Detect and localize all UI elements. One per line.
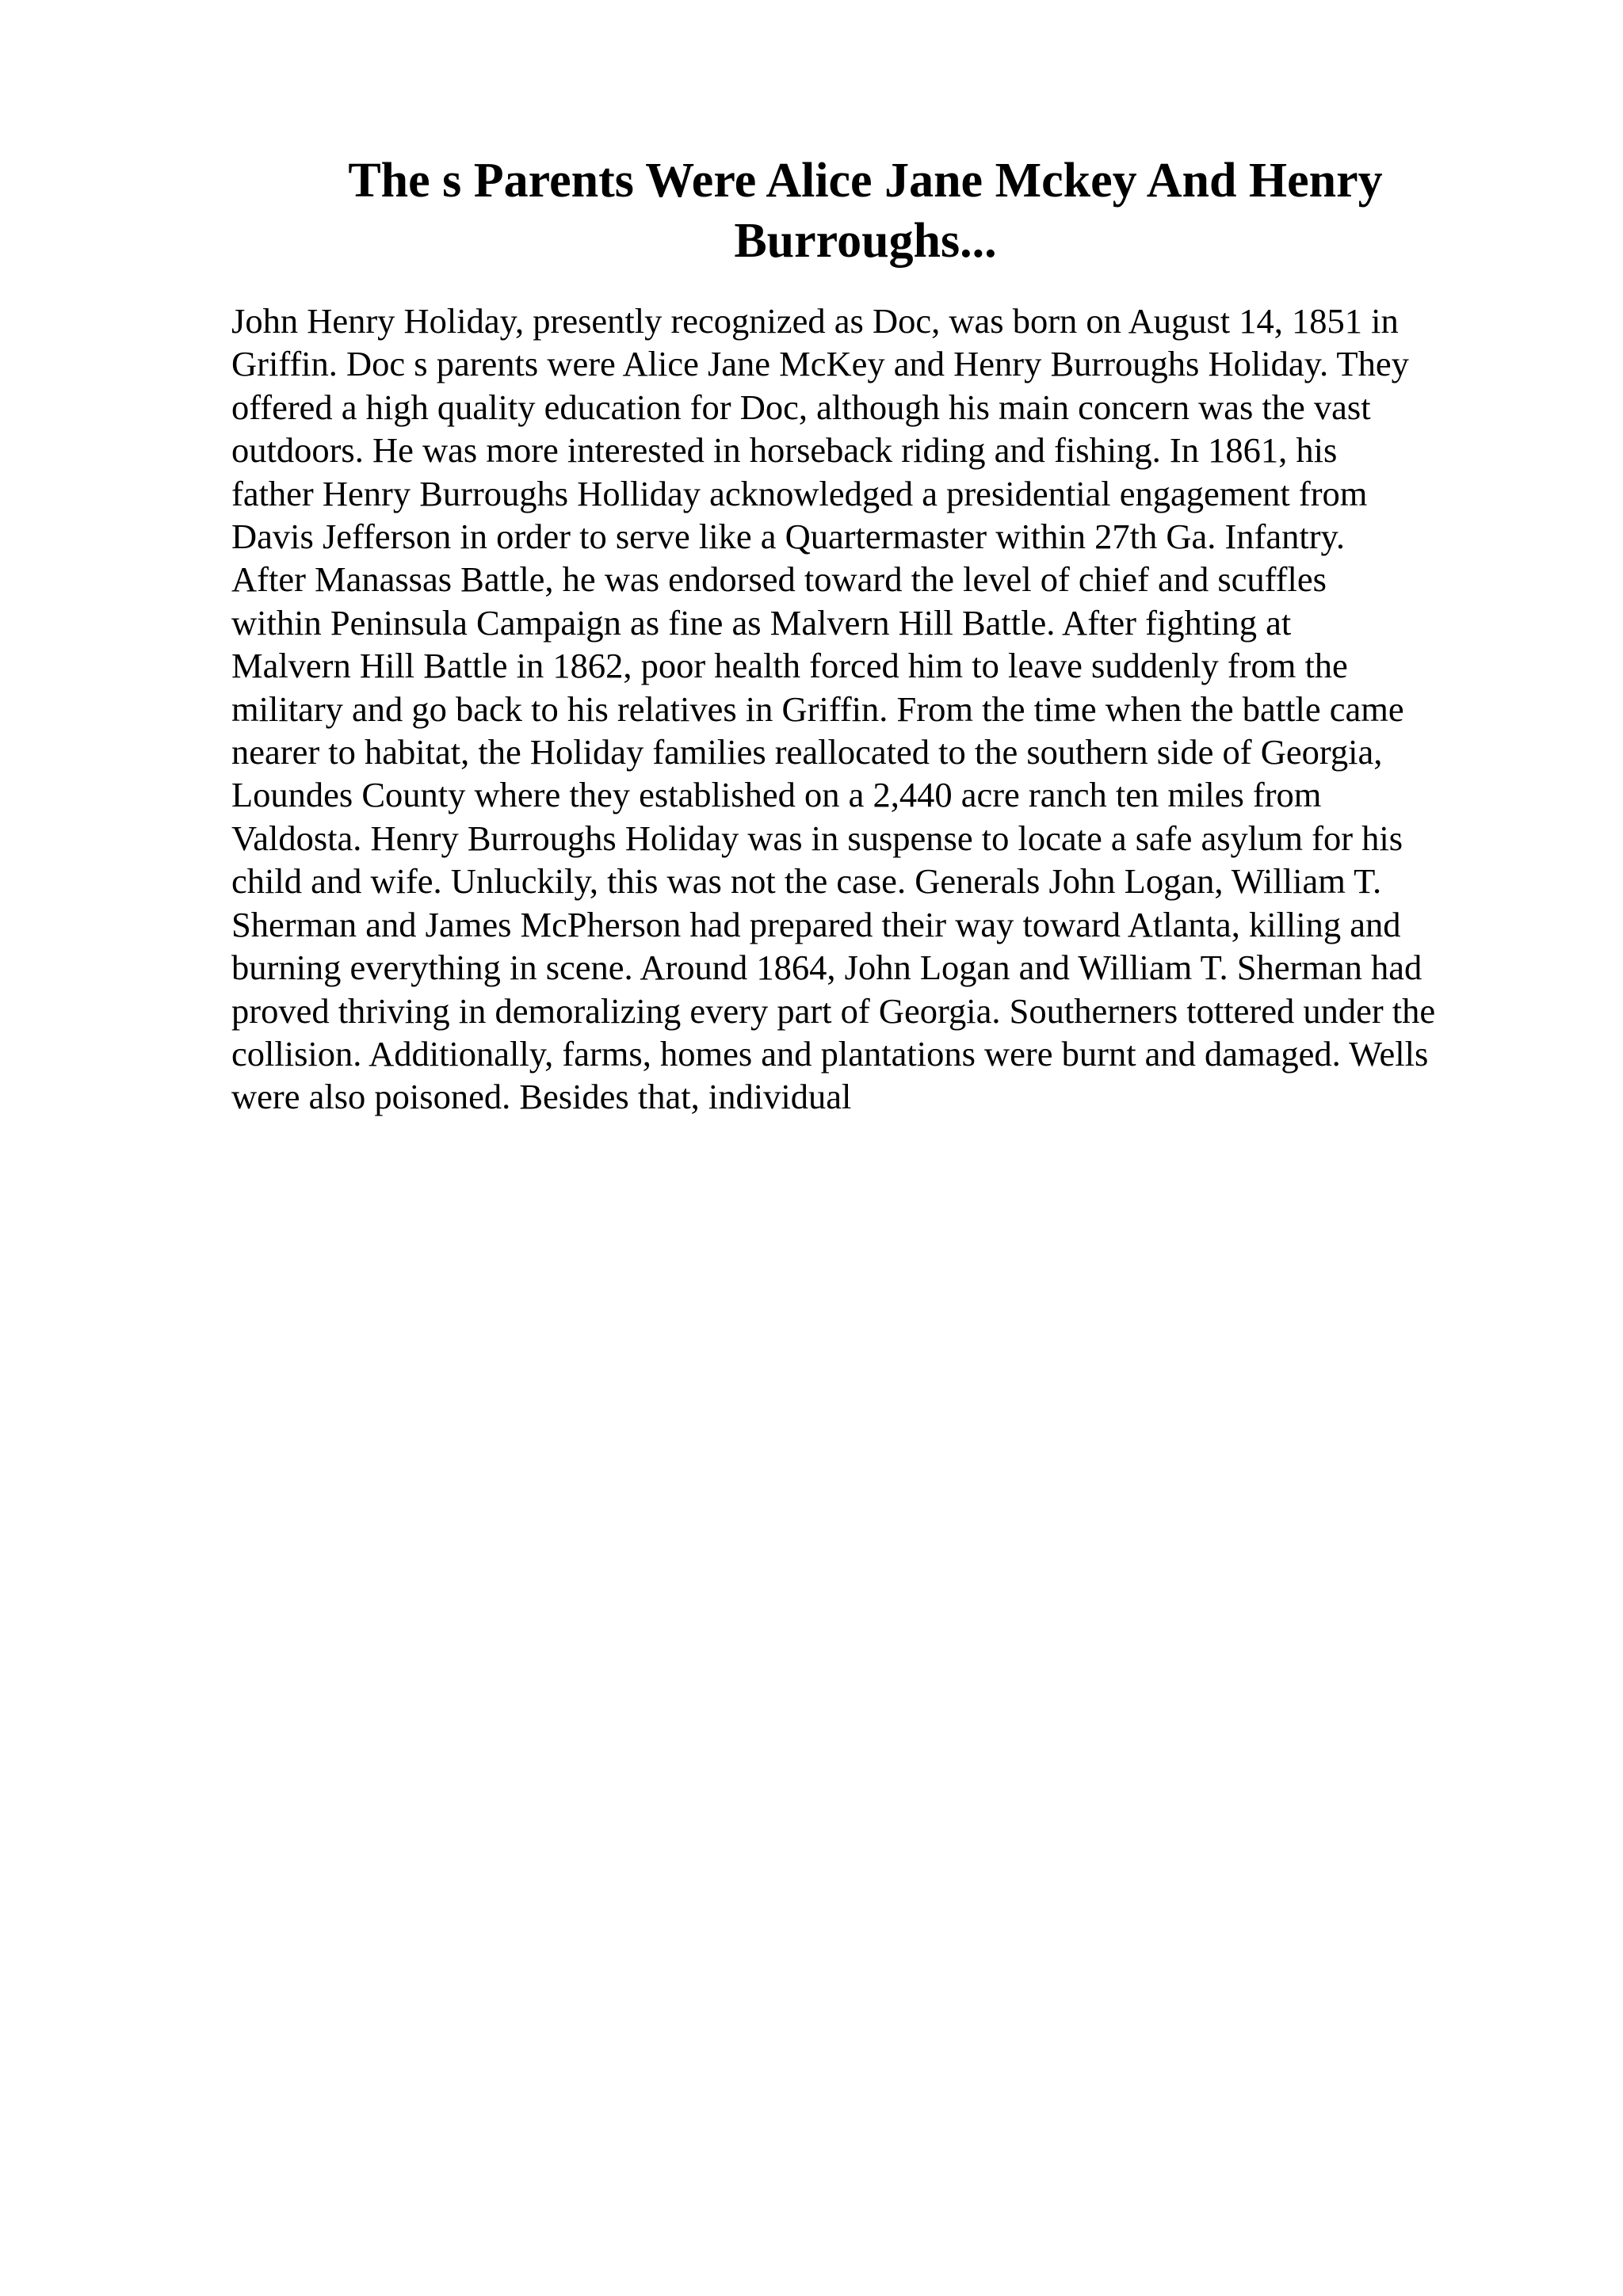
body-line: Sherman and James McPherson had prepared their way toward Atlanta, killing and [231, 904, 1401, 944]
body-line: burning everything in scene. Around 1864, John Logan and William T. Sherman had [231, 948, 1423, 988]
body-line: proved thriving in demoralizing every part of Georgia. Southerners tottered under the [231, 990, 1436, 1031]
body-line: John Henry Holiday, presently recognized as Doc, was born on August 14, 1851 in [231, 301, 1399, 341]
document-title [231, 151, 1499, 271]
body-line: Valdosta. Henry Burroughs Holiday was in suspense to locate a safe asylum for his [231, 818, 1403, 858]
title-line: Burroughs... [734, 214, 997, 268]
document-body [231, 299, 1507, 1119]
body-line: Griffin. Doc s parents were Alice Jane McKey and Henry Burroughs Holiday. They [231, 344, 1409, 384]
body-line: outdoors. He was more interested in horseback riding and fishing. In 1861, his [231, 430, 1338, 471]
body-line: within Peninsula Campaign as fine as Malvern Hill Battle. After fighting at [231, 602, 1292, 643]
body-line: Loundes County where they established on a 2,440 acre ranch ten miles from [231, 775, 1322, 815]
body-line: Davis Jefferson in order to serve like a Quartermaster within 27th Ga. Infantry. [231, 517, 1346, 557]
body-line: After Manassas Battle, he was endorsed toward the level of chief and scuffles [231, 559, 1327, 600]
body-line: Malvern Hill Battle in 1862, poor health forced him to leave suddenly from the [231, 646, 1348, 686]
body-line: were also poisoned. Besides that, individual [231, 1077, 852, 1117]
title-line: The s Parents Were Alice Jane Mckey And Henry [348, 154, 1383, 208]
body-line: father Henry Burroughs Holliday acknowledged a presidential engagement from [231, 473, 1368, 513]
body-line: offered a high quality education for Doc, although his main concern was the vast [231, 387, 1371, 427]
body-line: military and go back to his relatives in Griffin. From the time when the battle came [231, 688, 1404, 729]
body-line: nearer to habitat, the Holiday families reallocated to the southern side of Georgia, [231, 732, 1383, 772]
body-line: child and wife. Unluckily, this was not the case. Generals John Logan, William T. [231, 861, 1382, 902]
body-line: collision. Additionally, farms, homes and plantations were burnt and damaged. Wells [231, 1033, 1429, 1074]
